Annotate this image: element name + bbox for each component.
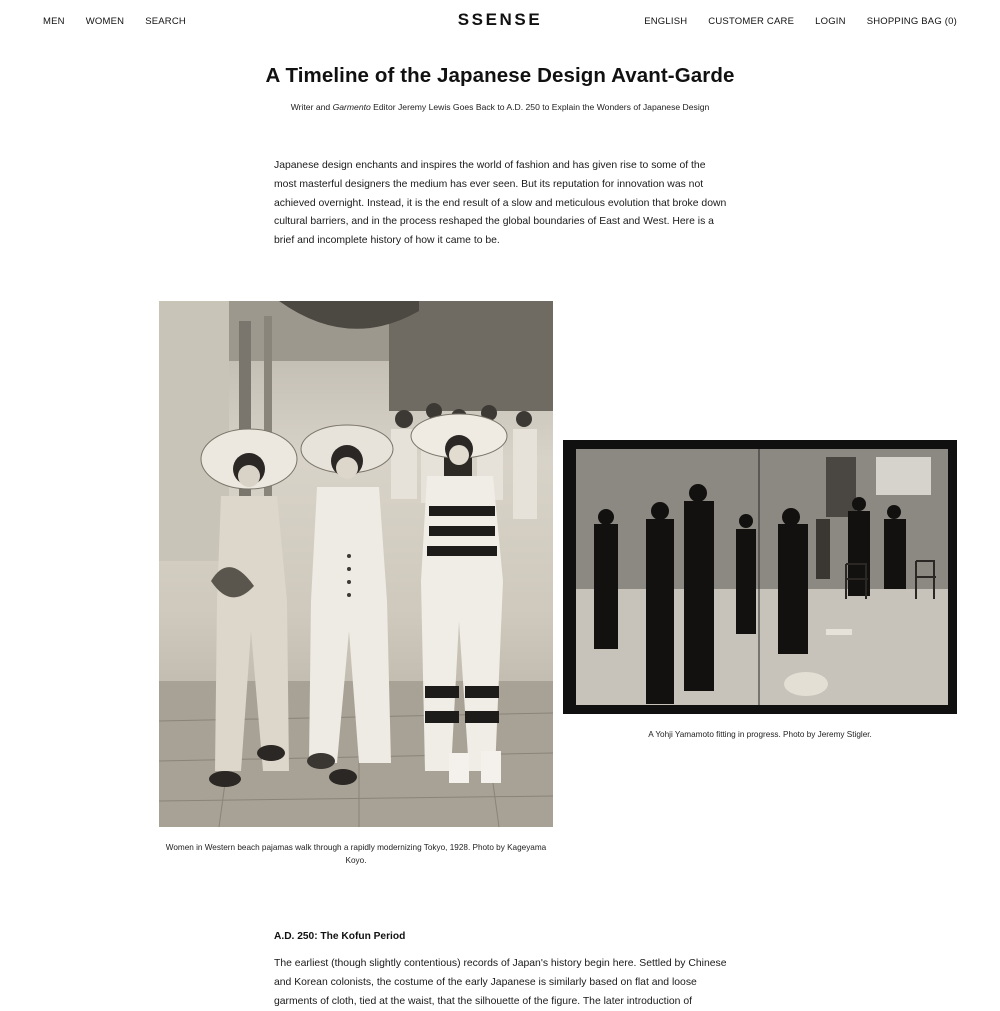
section-body-kofun: The earliest (though slightly contentious) records of Japan's history begin here. Settled by Chinese and Korean colonists, the costume of the early Japanese is similarly based on flat and loose garments of cloth, tied at the waist, that the silhouette of the figure. The later introduction of	[274, 958, 727, 1007]
subtitle-post: Editor Jeremy Lewis Goes Back to A.D. 250 to Explain the Wonders of Japanese Design	[370, 102, 710, 112]
yohji-fitting-photo	[563, 440, 957, 714]
customer-care-link[interactable]: CUSTOMER CARE	[708, 16, 795, 27]
section-heading-kofun: A.D. 250: The Kofun Period	[274, 931, 406, 942]
nav-search-link[interactable]: SEARCH	[145, 16, 186, 27]
login-link[interactable]: LOGIN	[815, 16, 846, 27]
language-link[interactable]: ENGLISH	[644, 16, 688, 27]
book-spine-divider	[758, 449, 760, 705]
nav-men-link[interactable]: MEN	[43, 16, 65, 27]
ssense-logo[interactable]: SSENSE	[457, 10, 543, 29]
article-subtitle	[0, 102, 1000, 112]
yohji-fitting-caption: A Yohji Yamamoto fitting in progress. Photo by Jeremy Stigler.	[648, 730, 872, 739]
yohji-fitting-photo-inner	[576, 449, 948, 705]
shopping-bag-link[interactable]: SHOPPING BAG (0)	[866, 16, 957, 27]
nav-women-link[interactable]: WOMEN	[85, 16, 125, 27]
subtitle-publication: Garmento	[332, 102, 371, 112]
tokyo-1928-photo	[159, 301, 553, 827]
utility-nav	[644, 16, 957, 27]
article-intro: Japanese design enchants and inspires the world of fashion and has given rise to some of the most masterful designers the medium has ever seen. But its reputation for innovation was not achieved overnight. Instead, it is the end result of a slow and meticulous evolution that broke down cultural barriers, and in the process reshaped the global boundaries of East and West. Here is a brief and incomplete history of how it came to be.	[274, 160, 727, 247]
yohji-fitting-photo-art	[576, 449, 948, 705]
article-title: A Timeline of the Japanese Design Avant-Garde	[265, 64, 735, 87]
tokyo-1928-caption: Women in Western beach pajamas walk through a rapidly modernizing Tokyo, 1928. Photo by Kageyama Koyo.	[165, 843, 547, 865]
tokyo-1928-photo-art	[159, 301, 553, 827]
subtitle-pre: Writer and	[290, 102, 333, 112]
